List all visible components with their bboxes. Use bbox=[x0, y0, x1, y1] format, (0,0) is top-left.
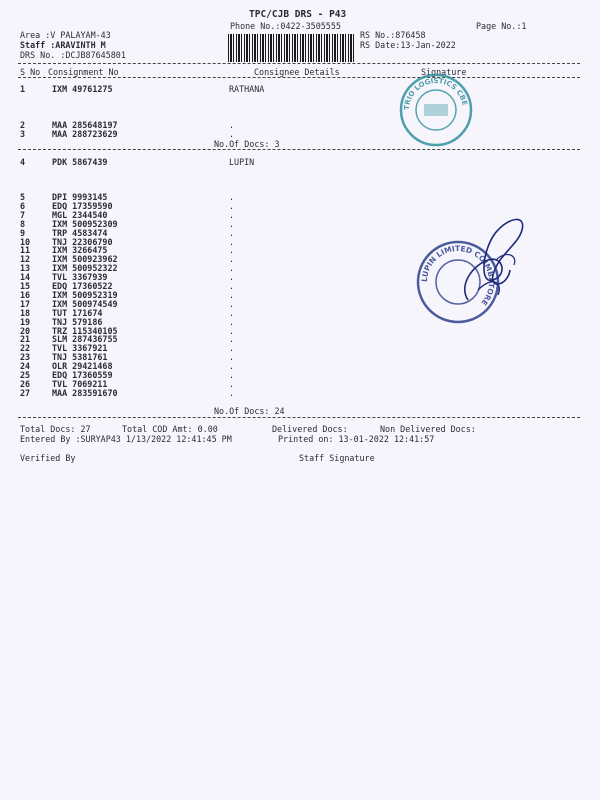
entered-by: Entered By :SURYAP43 1/13/2022 12:41:45 PM bbox=[20, 434, 232, 444]
row-consignee: . bbox=[229, 316, 235, 327]
divider bbox=[18, 77, 580, 78]
divider bbox=[18, 417, 580, 418]
page-number: Page No.:1 bbox=[476, 21, 527, 31]
row-sno: 22 bbox=[20, 343, 31, 354]
row-consignment: MAA 283591670 bbox=[52, 387, 118, 398]
row-consignee: . bbox=[229, 245, 235, 256]
row-sno: 13 bbox=[20, 263, 31, 274]
non-delivered-docs: Non Delivered Docs: bbox=[380, 424, 476, 434]
rs-date: RS Date:13-Jan-2022 bbox=[360, 40, 456, 50]
row-consignee: . bbox=[229, 272, 235, 283]
row-consignment: DPI 9993145 bbox=[52, 192, 108, 202]
row-consignment: OLR 29421468 bbox=[52, 361, 113, 372]
row-sno: 7 bbox=[20, 209, 26, 220]
printed-on: Printed on: 13-01-2022 12:41:57 bbox=[278, 434, 435, 444]
document-title: TPC/CJB DRS - P43 bbox=[249, 9, 347, 20]
row-consignment: IXM 500923962 bbox=[52, 254, 118, 265]
svg-text:TRIO LOGISTICS CBE: TRIO LOGISTICS CBE bbox=[402, 76, 469, 111]
row-consignment: TNJ 5381761 bbox=[52, 352, 108, 363]
row-consignment: TUT 171674 bbox=[52, 307, 103, 318]
row-consignee: . bbox=[229, 200, 235, 211]
row-sno: 14 bbox=[20, 272, 31, 283]
row-consignment: IXM 49761275 bbox=[52, 84, 113, 94]
row-consignee: . bbox=[229, 334, 235, 345]
row-consignee: . bbox=[229, 218, 235, 229]
row-consignee: RATHANA bbox=[229, 84, 265, 94]
row-sno: 1 bbox=[20, 84, 26, 94]
row-consignee: . bbox=[229, 378, 235, 389]
table-row bbox=[0, 129, 600, 139]
row-consignment: IXM 500952319 bbox=[52, 289, 118, 300]
table-row bbox=[0, 388, 600, 398]
row-sno: 24 bbox=[20, 361, 31, 372]
row-consignment: IXM 500974549 bbox=[52, 298, 118, 309]
row-consignment: TVL 7069211 bbox=[52, 378, 108, 389]
row-consignee: . bbox=[229, 236, 235, 247]
svg-text:LUPIN LIMITED COIMBATORE: LUPIN LIMITED COIMBATORE bbox=[419, 243, 497, 308]
drs-number: DRS No. :DCJB87645801 bbox=[20, 50, 126, 60]
row-sno: 20 bbox=[20, 325, 31, 336]
row-consignee: . bbox=[229, 370, 235, 380]
row-sno: 10 bbox=[20, 236, 31, 247]
row-consignment: SLM 287436755 bbox=[52, 334, 118, 345]
row-consignment: TRZ 115340105 bbox=[52, 325, 118, 336]
row-consignment: IXM 500952309 bbox=[52, 218, 118, 229]
row-sno: 26 bbox=[20, 378, 31, 389]
divider bbox=[18, 63, 580, 64]
row-consignment: PDK 5867439 bbox=[52, 157, 108, 167]
row-consignment: TVL 3367939 bbox=[52, 272, 108, 283]
row-consignment: IXM 3266475 bbox=[52, 245, 108, 256]
row-sno: 21 bbox=[20, 334, 31, 345]
row-sno: 9 bbox=[20, 227, 26, 238]
row-consignment: EDQ 17360559 bbox=[52, 370, 113, 380]
row-consignee: . bbox=[229, 387, 235, 398]
row-consignment: EDQ 17359590 bbox=[52, 200, 113, 211]
row-consignment: TRP 4583474 bbox=[52, 227, 108, 238]
row-consignee: . bbox=[229, 227, 235, 238]
row-consignment: TNJ 579186 bbox=[52, 316, 103, 327]
staff-label: Staff :ARAVINTH M bbox=[20, 40, 106, 50]
row-consignment: IXM 500952322 bbox=[52, 263, 118, 274]
rs-number: RS No.:876458 bbox=[360, 30, 426, 40]
row-consignment: EDQ 17360522 bbox=[52, 281, 113, 291]
group2-doc-count: No.Of Docs: 24 bbox=[214, 406, 285, 416]
col-sno: S No bbox=[20, 67, 41, 77]
row-consignee: . bbox=[229, 352, 235, 363]
row-consignee: . bbox=[229, 120, 235, 130]
row-consignee: . bbox=[229, 192, 235, 202]
table-row bbox=[0, 84, 600, 94]
delivered-docs: Delivered Docs: bbox=[272, 424, 348, 434]
verified-by: Verified By bbox=[20, 453, 76, 463]
row-consignee: . bbox=[229, 361, 235, 372]
col-consignment: Consignment No bbox=[48, 67, 119, 77]
row-consignee: . bbox=[229, 263, 235, 274]
row-sno: 12 bbox=[20, 254, 31, 265]
col-consignee: Consignee Details bbox=[254, 67, 340, 77]
barcode bbox=[228, 34, 356, 62]
row-sno: 6 bbox=[20, 200, 26, 211]
row-consignee: . bbox=[229, 343, 235, 354]
row-sno: 23 bbox=[20, 352, 31, 363]
row-consignee: . bbox=[229, 209, 235, 220]
row-sno: 15 bbox=[20, 281, 31, 291]
row-consignee: . bbox=[229, 129, 235, 139]
row-sno: 11 bbox=[20, 245, 31, 256]
row-consignee: . bbox=[229, 307, 235, 318]
row-sno: 19 bbox=[20, 316, 31, 327]
row-consignee: . bbox=[229, 289, 235, 300]
company-stamp-1 bbox=[396, 70, 476, 150]
row-sno: 4 bbox=[20, 157, 26, 167]
row-sno: 8 bbox=[20, 218, 26, 229]
row-consignee: . bbox=[229, 298, 235, 309]
area-label: Area :V PALAYAM-43 bbox=[20, 30, 111, 40]
row-consignment: MAA 288723629 bbox=[52, 129, 118, 139]
row-sno: 17 bbox=[20, 298, 31, 309]
row-consignee: . bbox=[229, 325, 235, 336]
row-consignee: LUPIN bbox=[229, 157, 255, 167]
phone-number: Phone No.:0422-3505555 bbox=[230, 21, 341, 31]
total-cod-amount: Total COD Amt: 0.00 bbox=[122, 424, 218, 434]
row-consignment: TNJ 22306790 bbox=[52, 236, 113, 247]
handwritten-signature bbox=[438, 205, 538, 315]
row-sno: 16 bbox=[20, 289, 31, 300]
row-sno: 25 bbox=[20, 370, 31, 380]
row-consignee: . bbox=[229, 254, 235, 265]
row-consignment: MGL 2344540 bbox=[52, 209, 108, 220]
staff-signature: Staff Signature bbox=[299, 453, 375, 463]
group1-doc-count: No.Of Docs: 3 bbox=[214, 139, 280, 149]
row-sno: 3 bbox=[20, 129, 26, 139]
row-sno: 27 bbox=[20, 387, 31, 398]
row-consignment: MAA 285648197 bbox=[52, 120, 118, 130]
total-docs: Total Docs: 27 bbox=[20, 424, 91, 434]
row-consignment: TVL 3367921 bbox=[52, 343, 108, 354]
row-sno: 2 bbox=[20, 120, 26, 130]
row-consignee: . bbox=[229, 281, 235, 291]
row-sno: 5 bbox=[20, 192, 26, 202]
col-signature: Signature bbox=[421, 67, 467, 77]
table-row bbox=[0, 157, 600, 167]
divider bbox=[18, 149, 580, 150]
row-sno: 18 bbox=[20, 307, 31, 318]
